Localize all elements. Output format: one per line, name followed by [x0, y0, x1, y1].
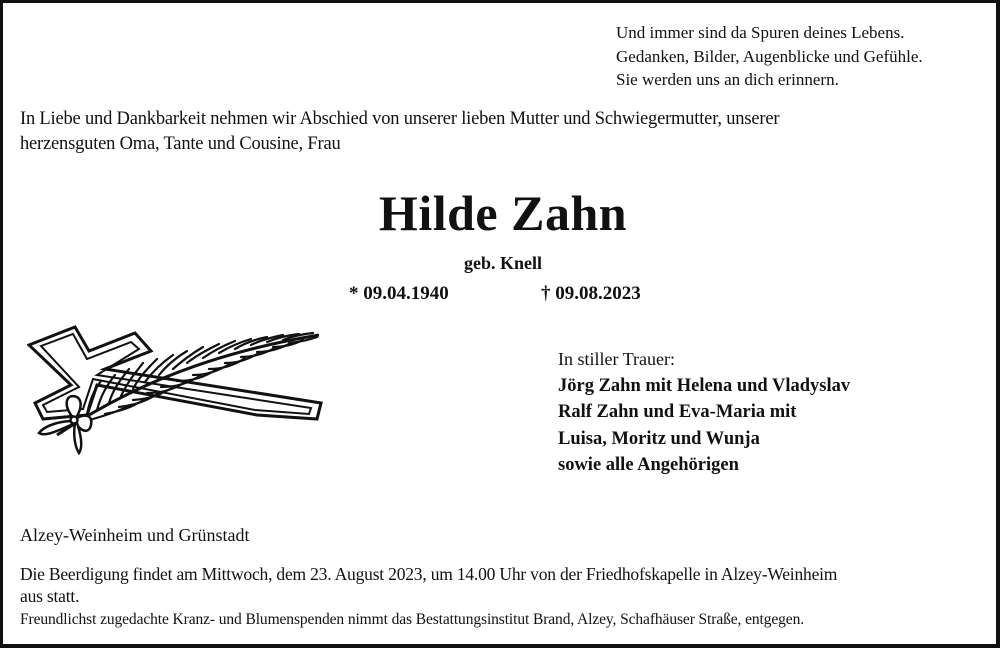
intro-text — [20, 107, 779, 157]
mourners-block — [558, 346, 850, 479]
mourner-line: Ralf Zahn und Eva-Maria mit — [558, 402, 797, 422]
mourner-line: Luisa, Moritz und Wunja — [558, 428, 760, 449]
intro-line: herzensguten Oma, Tante und Cousine, Frau — [20, 134, 341, 154]
birth-date: * 09.04.1940 — [349, 283, 449, 304]
flowers-note: Freundlichst zugedachte Kranz- und Blumenspenden nimmt das Bestattungsinstitut Brand, Alzey, Schafhäuser Straße, entgegen. — [20, 611, 804, 628]
poem-line: Sie werden uns an dich erinnern. — [616, 70, 839, 89]
deceased-name: Hilde Zahn — [378, 185, 628, 241]
intro-line: In Liebe und Dankbarkeit nehmen wir Abschied von unserer lieben Mutter und Schwiegermutter, unserer — [20, 109, 780, 129]
funeral-line: aus statt. — [20, 586, 80, 606]
mourner-line: sowie alle Angehörigen — [558, 455, 739, 475]
poem-line: Und immer sind da Spuren deines Lebens. — [616, 23, 905, 42]
place-line: Alzey-Weinheim und Grünstadt — [20, 525, 250, 545]
poem-line: Gedanken, Bilder, Augenblicke und Gefühle. — [616, 46, 923, 66]
cross-with-palm-branch-icon — [27, 315, 327, 455]
mourner-line: Jörg Zahn mit Helena und Vladyslav — [558, 375, 851, 396]
memorial-poem — [616, 21, 923, 92]
death-date: † 09.08.2023 — [541, 283, 641, 304]
maiden-name: geb. Knell — [463, 253, 542, 273]
funeral-line: Die Beerdigung findet am Mittwoch, dem 23. August 2023, um 14.00 Uhr von der Friedhofskapelle in Alzey-Weinheim — [20, 564, 838, 584]
funeral-info — [20, 563, 837, 607]
mourners-heading: In stiller Trauer: — [558, 349, 675, 369]
